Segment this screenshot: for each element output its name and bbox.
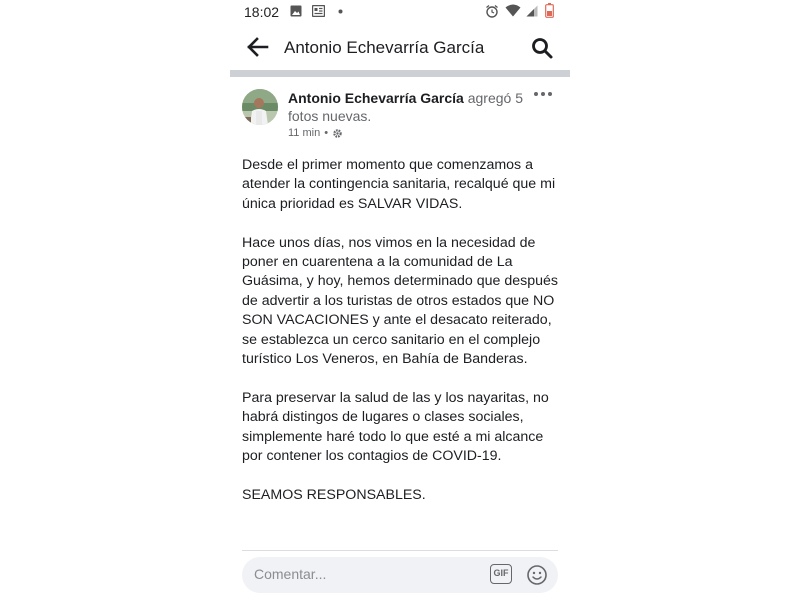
post-paragraph: Hace unos días, nos vimos en la necesidad de poner en cuarentena a la comunidad de La Guásima, y hoy, hemos determinado que después de advertir a los turistas de otros estados que NO SON VACACIONES y ante el desacato reiterado, se establezca un cerco sanitario en el complejo turístico Los Veneros, en Bahía de Banderas. (242, 234, 558, 368)
post-paragraph: Para preservar la salud de las y los nayaritas, no habrá distingos de lugares o clases sociales, simplemente haré todo lo que esté a mi alcance por contener los contagios de COVID-19. (242, 389, 549, 465)
comment-input[interactable]: Comentar... (254, 566, 327, 582)
section-divider (230, 70, 570, 77)
battery-icon (545, 3, 554, 18)
post-timestamp[interactable]: 11 min (288, 127, 321, 139)
page-title: Antonio Echevarría García (284, 38, 485, 57)
emoji-icon[interactable] (526, 564, 548, 586)
more-dots-icon[interactable] (533, 89, 553, 99)
dot-icon (338, 9, 343, 14)
back-arrow-icon[interactable] (246, 36, 270, 58)
post-author-line (288, 89, 528, 125)
search-icon[interactable] (530, 36, 554, 60)
post-author-name[interactable]: Antonio Echevarría García (288, 90, 464, 106)
avatar-photo (242, 89, 278, 125)
meta-separator: • (324, 127, 329, 139)
signal-icon (526, 5, 538, 17)
phone-screen (230, 0, 570, 600)
alarm-icon (485, 4, 499, 18)
comment-divider (242, 550, 558, 551)
post-paragraph: Desde el primer momento que comenzamos a atender la contingencia sanitaria, recalqué que mi única prioridad es SALVAR VIDAS. (242, 157, 556, 212)
comment-bar[interactable] (242, 557, 558, 593)
status-bar (230, 0, 570, 24)
post-action-text: agregó 5 fotos nuevas. (288, 90, 524, 124)
post-header (230, 77, 570, 147)
app-bar (230, 24, 570, 70)
gear-icon (332, 128, 343, 139)
image-icon (290, 5, 302, 17)
avatar[interactable] (242, 89, 278, 125)
post-body (242, 156, 560, 525)
news-icon (312, 5, 325, 17)
gif-button[interactable]: GIF (490, 564, 512, 584)
post-meta (288, 127, 343, 139)
status-time: 18:02 (244, 4, 280, 20)
post-paragraph: SEAMOS RESPONSABLES. (242, 486, 426, 503)
wifi-icon (505, 4, 521, 17)
